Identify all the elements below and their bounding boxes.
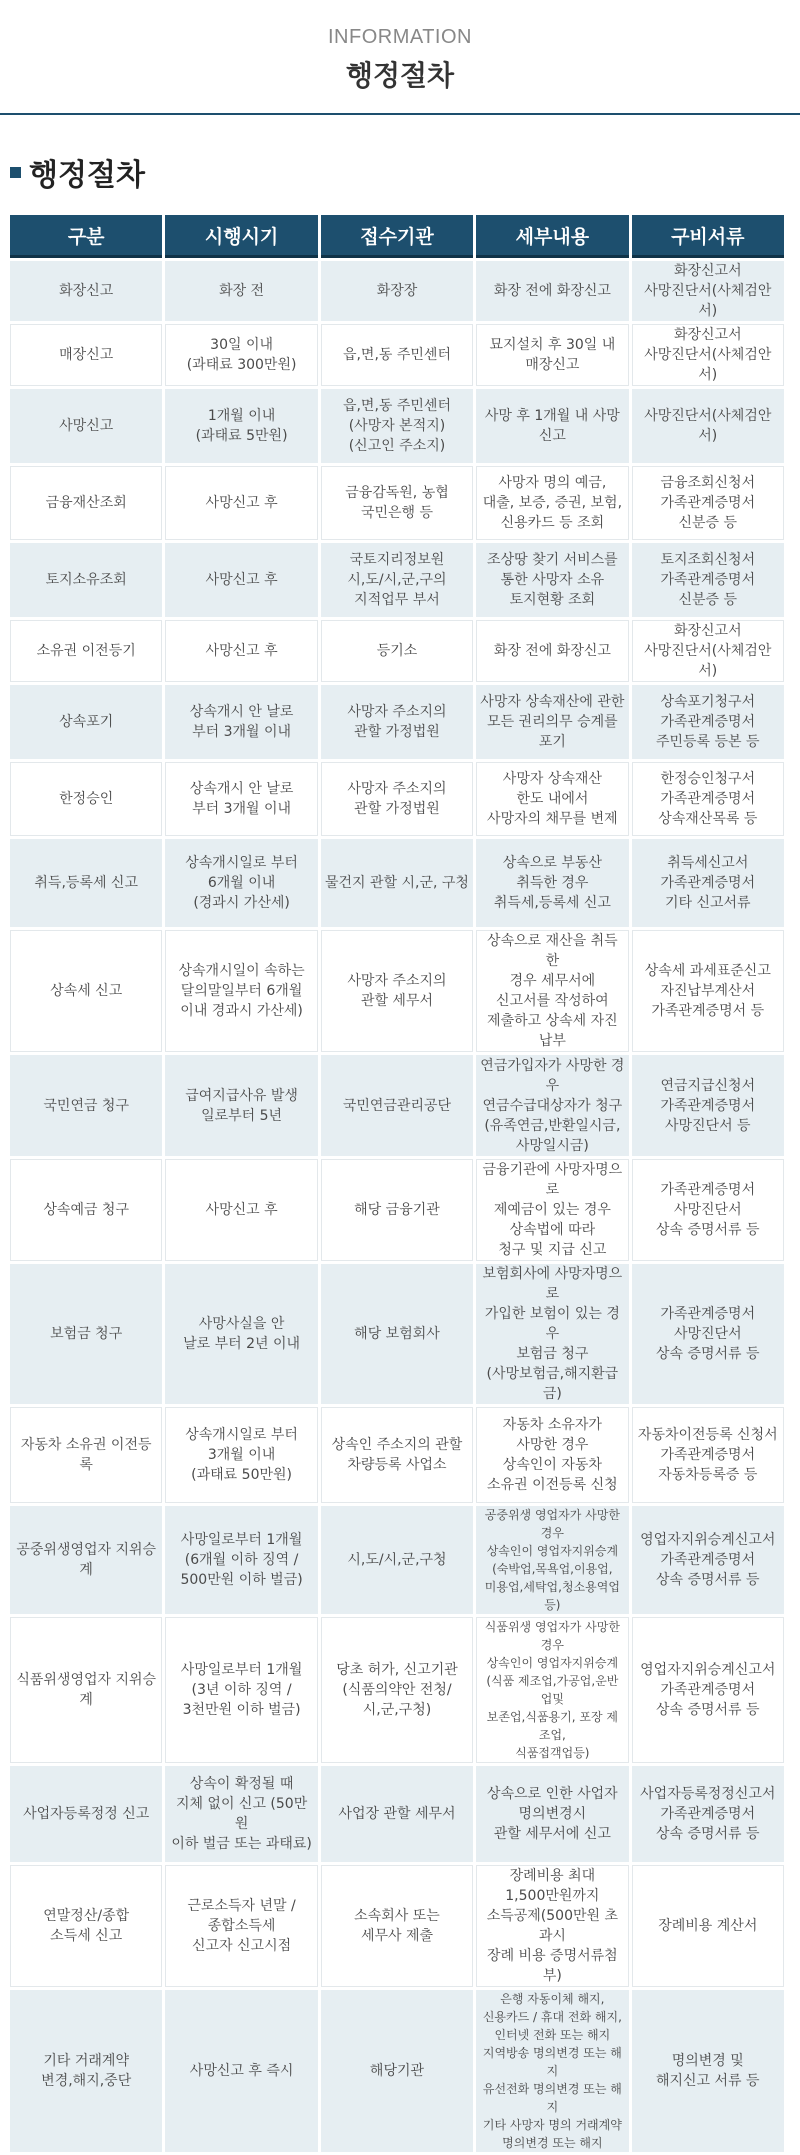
- cell-category: 식품위생영업자 지위승계: [10, 1617, 162, 1763]
- table-row: [10, 324, 784, 386]
- cell-timing: 상속개시일이 속하는 달의말일부터 6개월 이내 경과시 가산세): [165, 930, 317, 1052]
- cell-details: 상속으로 부동산 취득한 경우 취득세,등록세 신고: [476, 839, 628, 927]
- cell-details: 조상땅 찾기 서비스를 통한 사망자 소유 토지현황 조회: [476, 543, 628, 617]
- cell-timing: 사망사실을 안 날로 부터 2년 이내: [165, 1264, 317, 1404]
- header-eyebrow: INFORMATION: [327, 26, 472, 48]
- cell-timing: 근로소득자 년말 / 종합소득세 신고자 신고시점: [165, 1865, 317, 1987]
- cell-documents: 자동차이전등록 신청서 가족관계증명서 자동차등록증 등: [632, 1407, 784, 1503]
- cell-category: 금융재산조회: [10, 466, 162, 540]
- cell-category: 연말정산/종합 소득세 신고: [10, 1865, 162, 1987]
- table-row: [10, 1159, 784, 1261]
- cell-details: 화장 전에 화장신고: [476, 620, 628, 682]
- procedure-table-wrap: [10, 212, 790, 2155]
- cell-timing: 사망신고 후: [165, 543, 317, 617]
- table-row: [10, 1766, 784, 1862]
- cell-agency: 당초 허가, 신고기관 (식품의약안 전청/ 시,군,구청): [321, 1617, 473, 1763]
- cell-timing: 사망신고 후: [165, 466, 317, 540]
- cell-details: 상속으로 인한 사업자 명의변경시 관할 세무서에 신고: [476, 1766, 628, 1862]
- cell-category: 화장신고: [10, 261, 162, 321]
- cell-documents: 상속세 과세표준신고 자진납부계산서 가족관계증명서 등: [632, 930, 784, 1052]
- cell-category: 공중위생영업자 지위승계: [10, 1506, 162, 1614]
- cell-documents: 취득세신고서 가족관계증명서 기타 신고서류: [632, 839, 784, 927]
- cell-documents: 화장신고서 사망진단서(사체검안서): [632, 261, 784, 321]
- cell-agency: 소속회사 또는 세무사 제출: [321, 1865, 473, 1987]
- cell-timing: 급여지급사유 발생 일로부터 5년: [165, 1055, 317, 1156]
- cell-documents: 상속포기청구서 가족관계증명서 주민등록 등본 등: [632, 685, 784, 759]
- cell-timing: 상속이 확정될 때 지체 없이 신고 (50만원 이하 벌금 또는 과태료): [165, 1766, 317, 1862]
- table-body: [10, 261, 784, 2152]
- table-header-row: [10, 215, 784, 258]
- table-row: [10, 1264, 784, 1404]
- cell-category: 사업자등록정정 신고: [10, 1766, 162, 1862]
- page-header: [0, 0, 800, 114]
- cell-agency: 상속인 주소지의 관할 차량등록 사업소: [321, 1407, 473, 1503]
- table-row: [10, 1055, 784, 1156]
- table-row: [10, 1506, 784, 1614]
- cell-timing: 상속개시일로 부터 3개월 이내 (과태료 50만원): [165, 1407, 317, 1503]
- cell-details: 사망자 명의 예금, 대출, 보증, 증권, 보험, 신용카드 등 조회: [476, 466, 628, 540]
- cell-documents: 가족관계증명서 사망진단서 상속 증명서류 등: [632, 1264, 784, 1404]
- cell-agency: 읍,면,동 주민센터: [321, 324, 473, 386]
- cell-category: 상속예금 청구: [10, 1159, 162, 1261]
- cell-documents: 연금지급신청서 가족관계증명서 사망진단서 등: [632, 1055, 784, 1156]
- cell-category: 상속포기: [10, 685, 162, 759]
- cell-agency: 읍,면,동 주민센터 (사망자 본적지) (신고인 주소지): [321, 389, 473, 463]
- cell-agency: 해당 금융기관: [321, 1159, 473, 1261]
- column-header-timing: 시행시기: [165, 215, 317, 258]
- cell-documents: 금융조회신청서 가족관계증명서 신분증 등: [632, 466, 784, 540]
- table-row: [10, 1407, 784, 1503]
- table-row: [10, 261, 784, 321]
- cell-timing: 상속개시일로 부터 6개월 이내 (경과시 가산세): [165, 839, 317, 927]
- cell-timing: 사망신고 후: [165, 1159, 317, 1261]
- cell-category: 자동차 소유권 이전등록: [10, 1407, 162, 1503]
- cell-agency: 사망자 주소지의 관할 세무서: [321, 930, 473, 1052]
- cell-details: 보험회사에 사망자명으로 가입한 보험이 있는 경우 보험금 청구 (사망보험금,해지환급금): [476, 1264, 628, 1404]
- cell-timing: 사망신고 후: [165, 620, 317, 682]
- cell-agency: 사망자 주소지의 관할 가정법원: [321, 685, 473, 759]
- cell-timing: 사망신고 후 즉시: [165, 1990, 317, 2152]
- cell-category: 기타 거래계약 변경,해지,중단: [10, 1990, 162, 2152]
- table-row: [10, 1865, 784, 1987]
- cell-details: 상속으로 재산을 취득한 경우 세무서에 신고서를 작성하여 제출하고 상속세 자진 납부: [476, 930, 628, 1052]
- cell-category: 보험금 청구: [10, 1264, 162, 1404]
- cell-documents: 영업자지위승계신고서 가족관계증명서 상속 증명서류 등: [632, 1506, 784, 1614]
- cell-timing: 사망일로부터 1개월 (3년 이하 징역 / 3천만원 이하 벌금): [165, 1617, 317, 1763]
- cell-details: 연금가입자가 사망한 경우 연금수급대상자가 청구 (유족연금,반환일시금, 사망일시금): [476, 1055, 628, 1156]
- cell-category: 취득,등록세 신고: [10, 839, 162, 927]
- cell-documents: 토지조회신청서 가족관계증명서 신분증 등: [632, 543, 784, 617]
- cell-details: 화장 전에 화장신고: [476, 261, 628, 321]
- table-row: [10, 1617, 784, 1763]
- cell-timing: 30일 이내 (과태료 300만원): [165, 324, 317, 386]
- cell-details: 자동차 소유자가 사망한 경우 상속인이 자동차 소유권 이전등록 신청: [476, 1407, 628, 1503]
- column-header-category: 구분: [10, 215, 162, 258]
- cell-category: 한정승인: [10, 762, 162, 836]
- cell-documents: 명의변경 및 해지신고 서류 등: [632, 1990, 784, 2152]
- cell-documents: 화장신고서 사망진단서(사체검안서): [632, 324, 784, 386]
- cell-documents: 장례비용 계산서: [632, 1865, 784, 1987]
- section-title: 행정절차: [29, 158, 145, 193]
- cell-agency: 사업장 관할 세무서: [321, 1766, 473, 1862]
- cell-agency: 시,도/시,군,구청: [321, 1506, 473, 1614]
- cell-documents: 화장신고서 사망진단서(사체검안서): [632, 620, 784, 682]
- cell-details: 사망 후 1개월 내 사망신고: [476, 389, 628, 463]
- procedure-table: [7, 212, 787, 2155]
- table-row: [10, 839, 784, 927]
- cell-agency: 국토지리정보원 시,도/시,군,구의 지적업무 부서: [321, 543, 473, 617]
- cell-details: 사망자 상속재산 한도 내에서 사망자의 채무를 변제: [476, 762, 628, 836]
- table-row: [10, 466, 784, 540]
- cell-timing: 화장 전: [165, 261, 317, 321]
- cell-documents: 사업자등록정정신고서 가족관계증명서 상속 증명서류 등: [632, 1766, 784, 1862]
- cell-agency: 물건지 관할 시,군, 구청: [321, 839, 473, 927]
- cell-details: 장례비용 최대 1,500만원까지 소득공제(500만원 초과시 장례 비용 증명서류첨부): [476, 1865, 628, 1987]
- cell-agency: 국민연금관리공단: [321, 1055, 473, 1156]
- cell-category: 국민연금 청구: [10, 1055, 162, 1156]
- cell-agency: 해당기관: [321, 1990, 473, 2152]
- cell-details: 금융기관에 사망자명으로 제예금이 있는 경우 상속법에 따라 청구 및 지급 신고: [476, 1159, 628, 1261]
- cell-category: 매장신고: [10, 324, 162, 386]
- cell-category: 소유권 이전등기: [10, 620, 162, 682]
- cell-timing: 상속개시 안 날로 부터 3개월 이내: [165, 685, 317, 759]
- cell-timing: 상속개시 안 날로 부터 3개월 이내: [165, 762, 317, 836]
- column-header-details: 세부내용: [476, 215, 628, 258]
- cell-category: 사망신고: [10, 389, 162, 463]
- table-row: [10, 930, 784, 1052]
- cell-timing: 1개월 이내 (과태료 5만원): [165, 389, 317, 463]
- table-row: [10, 543, 784, 617]
- cell-category: 상속세 신고: [10, 930, 162, 1052]
- cell-details: 은행 자동이체 해지, 신용카드 / 휴대 전화 해지, 인터넷 전화 또는 해지 지역방송 명의변경 또는 해지 유선전화 명의변경 또는 해지 기타 사망자 명의 거래계약 명의변경 또는 해지: [476, 1990, 628, 2152]
- cell-documents: 가족관계증명서 사망진단서 상속 증명서류 등: [632, 1159, 784, 1261]
- column-header-documents: 구비서류: [632, 215, 784, 258]
- square-bullet-icon: [10, 167, 21, 178]
- column-header-agency: 접수기관: [321, 215, 473, 258]
- cell-documents: 영업자지위승계신고서 가족관계증명서 상속 증명서류 등: [632, 1617, 784, 1763]
- cell-agency: 금융감독원, 농협 국민은행 등: [321, 466, 473, 540]
- page-title: 행정절차: [345, 59, 455, 92]
- section-heading: [10, 152, 145, 192]
- cell-category: 토지소유조회: [10, 543, 162, 617]
- cell-details: 식품위생 영업자가 사망한경우 상속인이 영업자지위승계 (식품 제조업,가공업,운반업및 보존업,식품용기, 포장 제조업, 식품접객업등): [476, 1617, 628, 1763]
- cell-agency: 화장장: [321, 261, 473, 321]
- cell-agency: 해당 보험회사: [321, 1264, 473, 1404]
- cell-details: 공중위생 영업자가 사망한경우 상속인이 영업자지위승계 (숙박업,목욕업,이용업, 미용업,세탁업,청소용역업 등): [476, 1506, 628, 1614]
- cell-documents: 사망진단서(사체검안서): [632, 389, 784, 463]
- header-divider: [0, 113, 800, 115]
- cell-documents: 한정승인청구서 가족관계증명서 상속재산목록 등: [632, 762, 784, 836]
- table-row: [10, 389, 784, 463]
- cell-timing: 사망일로부터 1개월 (6개월 이하 징역 / 500만원 이하 벌금): [165, 1506, 317, 1614]
- table-row: [10, 685, 784, 759]
- cell-details: 사망자 상속재산에 관한 모든 권리의무 승계를 포기: [476, 685, 628, 759]
- table-row: [10, 762, 784, 836]
- table-row: [10, 1990, 784, 2152]
- cell-agency: 사망자 주소지의 관할 가정법원: [321, 762, 473, 836]
- cell-details: 묘지설치 후 30일 내 매장신고: [476, 324, 628, 386]
- cell-agency: 등기소: [321, 620, 473, 682]
- table-row: [10, 620, 784, 682]
